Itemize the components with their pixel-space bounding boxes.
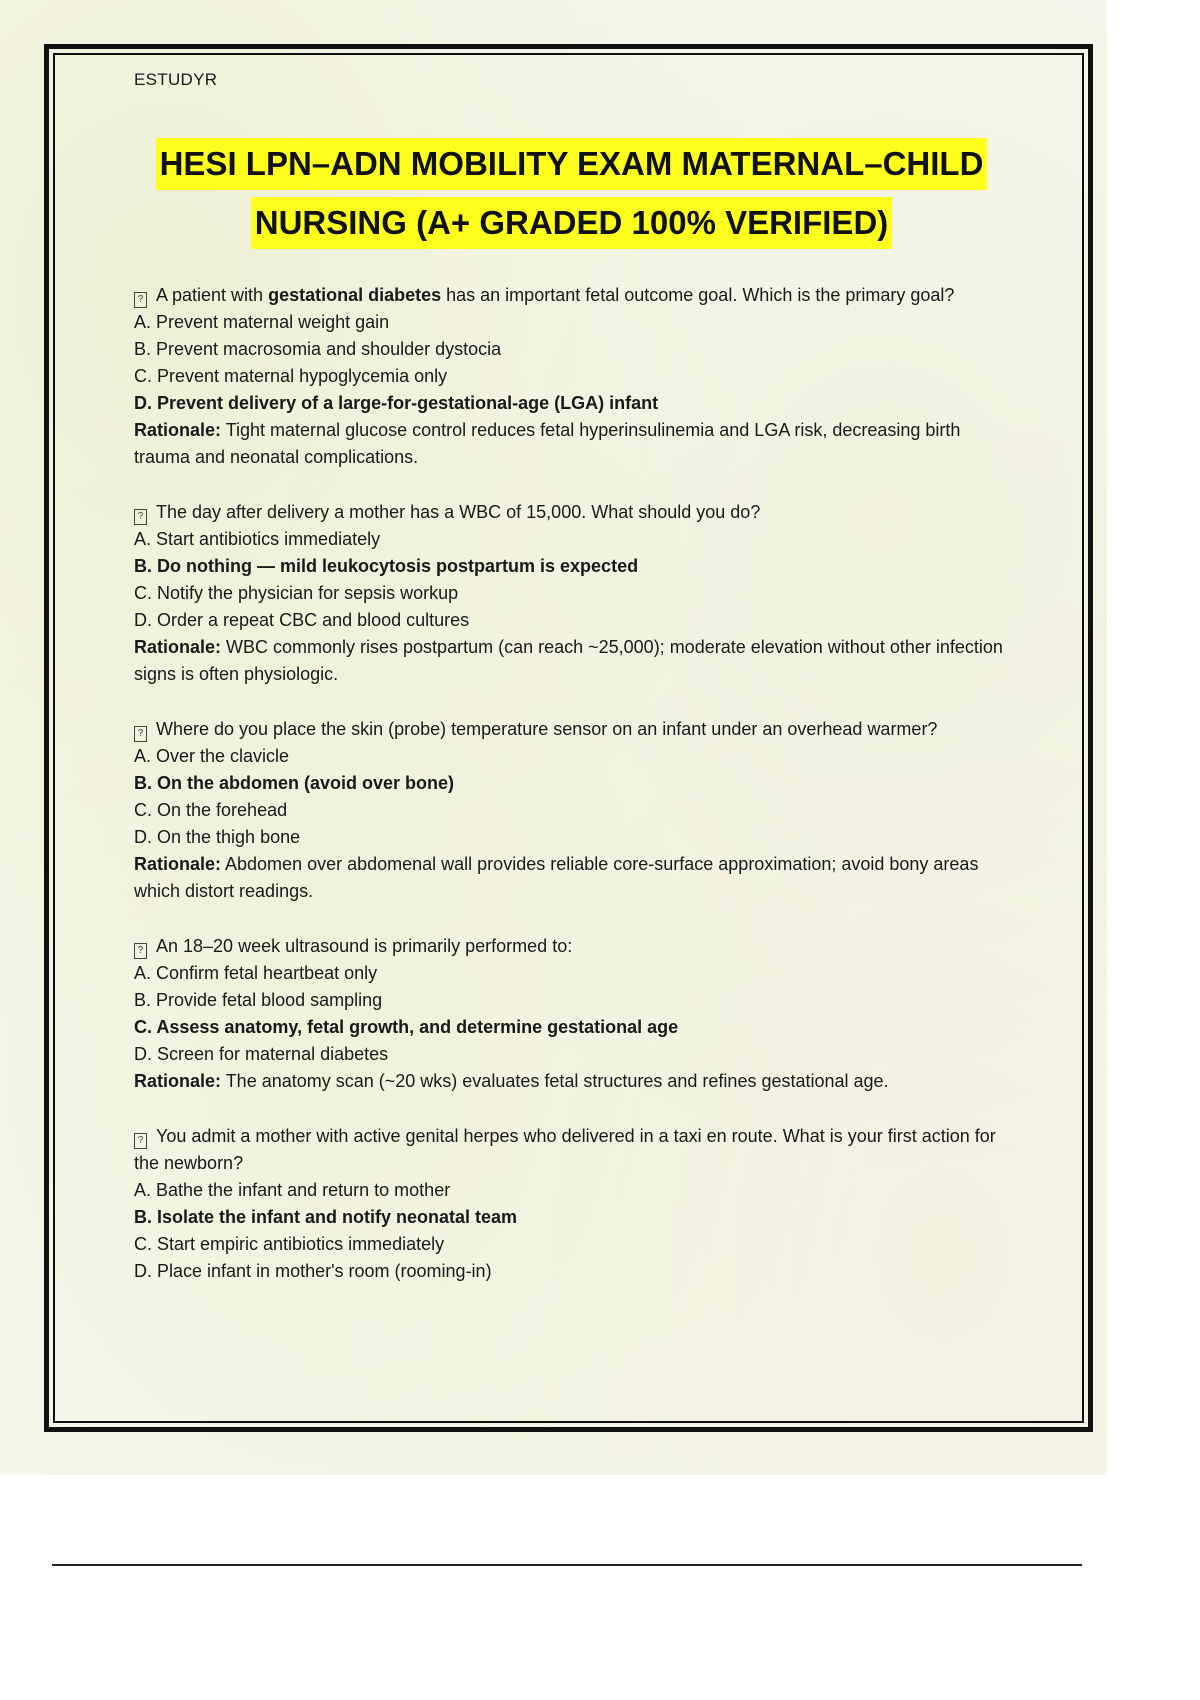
question-stem-text: A patient with [156, 285, 269, 305]
question-marker-icon: ? [134, 509, 147, 525]
answer-option: A. Confirm fetal heartbeat only [134, 963, 378, 983]
question-block [134, 933, 1009, 1095]
answer-option: C. Prevent maternal hypoglycemia only [134, 366, 448, 386]
rationale [134, 851, 1009, 905]
rationale [134, 1068, 1009, 1095]
question-list [134, 282, 1009, 1285]
question-stem [134, 282, 1009, 309]
answer-option: A. Bathe the infant and return to mother [134, 1180, 451, 1200]
question-stem [134, 716, 1009, 743]
answer-option-correct: B. Do nothing — mild leukocytosis postpartum is expected [134, 556, 639, 576]
rationale-text: The anatomy scan (~20 wks) evaluates fetal structures and refines gestational age. [221, 1071, 889, 1091]
question-block [134, 282, 1009, 471]
answer-option: C. Notify the physician for sepsis workup [134, 583, 459, 603]
question-marker-icon: ? [134, 1133, 147, 1149]
answer-option: C. On the forehead [134, 800, 288, 820]
answer-option: B. Prevent macrosomia and shoulder dystocia [134, 339, 502, 359]
question-marker-icon: ? [134, 292, 147, 308]
rationale-label: Rationale: [134, 420, 222, 440]
rationale-label: Rationale: [134, 1071, 222, 1091]
question-stem-text: An 18–20 week ultrasound is primarily performed to: [156, 936, 573, 956]
question-block [134, 716, 1009, 905]
answer-option: C. Start empiric antibiotics immediately [134, 1234, 445, 1254]
question-stem [134, 499, 1009, 526]
answer-option-correct: C. Assess anatomy, fetal growth, and determine gestational age [134, 1017, 679, 1037]
question-stem-text: has an important fetal outcome goal. Which is the primary goal? [441, 285, 955, 305]
answer-option-correct: B. Isolate the infant and notify neonatal team [134, 1207, 518, 1227]
rationale-text: Abdomen over abdomenal wall provides reliable core-surface approximation; avoid bony areas which distort readings. [134, 854, 979, 901]
question-stem-text: The day after delivery a mother has a WBC of 15,000. What should you do? [156, 502, 761, 522]
answer-option-correct: D. Prevent delivery of a large-for-gestational-age (LGA) infant [134, 393, 659, 413]
answer-option: A. Start antibiotics immediately [134, 529, 381, 549]
rationale-label: Rationale: [134, 637, 222, 657]
title-line-1: HESI LPN–ADN MOBILITY EXAM MATERNAL–CHILD [156, 138, 988, 190]
answer-option: A. Over the clavicle [134, 746, 290, 766]
rationale [134, 417, 1009, 471]
answer-option: D. On the thigh bone [134, 827, 301, 847]
question-marker-icon: ? [134, 943, 147, 959]
rationale-text: Tight maternal glucose control reduces fetal hyperinsulinemia and LGA risk, decreasing birth trauma and neonatal complications. [134, 420, 961, 467]
answer-option: D. Place infant in mother's room (rooming-in) [134, 1261, 492, 1281]
question-block [134, 499, 1009, 688]
question-stem [134, 1123, 1009, 1177]
question-stem [134, 933, 1009, 960]
answer-option: A. Prevent maternal weight gain [134, 312, 390, 332]
question-stem-text: Where do you place the skin (probe) temperature sensor on an infant under an overhead warmer? [156, 719, 938, 739]
answer-option: B. Provide fetal blood sampling [134, 990, 383, 1010]
title-line-2: NURSING (A+ GRADED 100% VERIFIED) [251, 197, 893, 249]
question-stem-text: You admit a mother with active genital herpes who delivered in a taxi en route. What is your first action for the newborn? [134, 1126, 996, 1173]
brand-header: ESTUDYR [134, 70, 218, 89]
footer-divider [52, 1564, 1082, 1566]
rationale [134, 634, 1009, 688]
question-block [134, 1123, 1009, 1285]
answer-option: D. Screen for maternal diabetes [134, 1044, 389, 1064]
question-stem-emphasis: gestational diabetes [268, 285, 442, 305]
rationale-label: Rationale: [134, 854, 222, 874]
question-marker-icon: ? [134, 726, 147, 742]
answer-option: D. Order a repeat CBC and blood cultures [134, 610, 470, 630]
page-content [134, 66, 1009, 1313]
document-title [134, 138, 1009, 256]
answer-option-correct: B. On the abdomen (avoid over bone) [134, 773, 455, 793]
rationale-text: WBC commonly rises postpartum (can reach ~25,000); moderate elevation without other infection signs is often physiologic. [134, 637, 1003, 684]
